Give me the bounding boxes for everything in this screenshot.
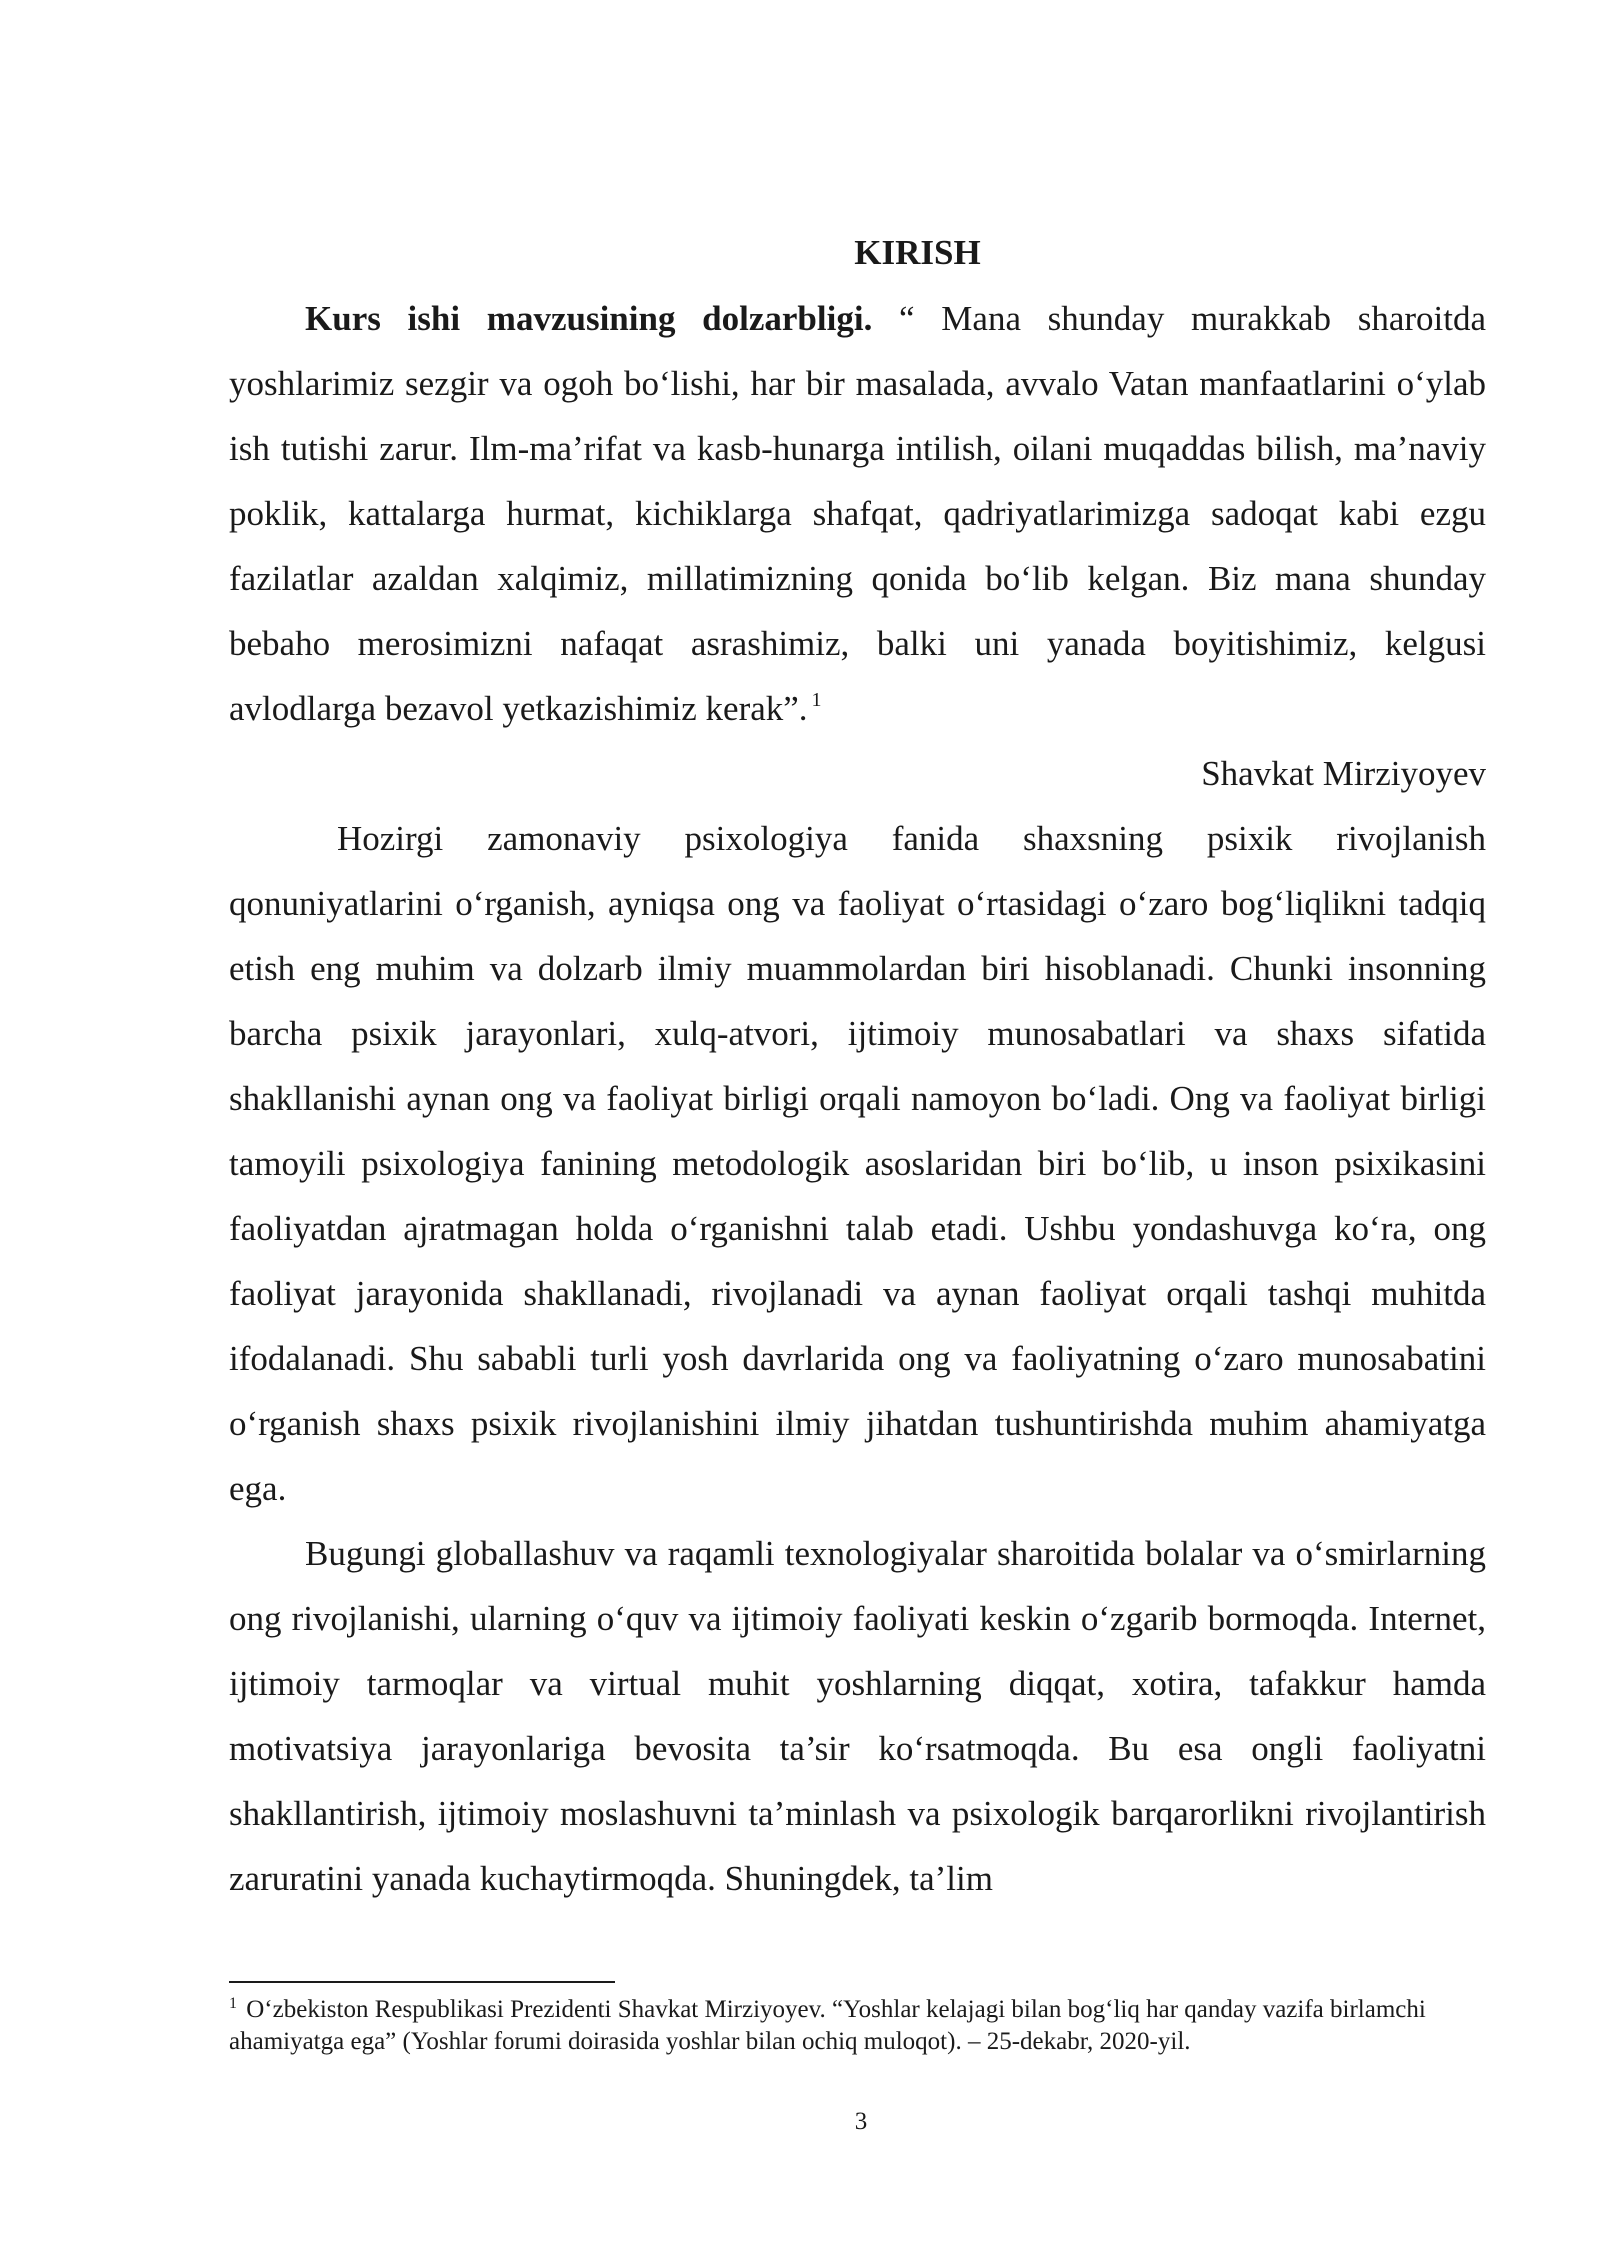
intro-paragraph <box>229 286 1486 741</box>
footnote-reference[interactable]: 1 <box>811 689 822 711</box>
section-heading: KIRISH <box>854 233 981 272</box>
page-body <box>229 222 1486 1911</box>
footnote <box>229 1994 1486 2058</box>
quote-author: Shavkat Mirziyoyev <box>1201 754 1486 793</box>
page-number: 3 <box>854 2108 868 2135</box>
footnote-separator <box>229 1981 615 1983</box>
footnote-text: O‘zbekiston Respublikasi Prezidenti Shavkat Mirziyoyev. “Yoshlar kelajagi bilan bog‘liq har qanday vazifa birlamchi ahamiyatga ega” (Yoshlar forumi doirasida yoshlar bilan ochiq muloqot). – 25-dekabr, 2020-yil. <box>229 1996 1426 2055</box>
body-paragraph: Hozirgi zamonaviy psixologiya fanida shaxsning psixik rivojlanish qonuniyatlarini o‘rganish, ayniqsa ong va faoliyat o‘rtasidagi o‘zaro bog‘liqlikni tadqiq etish eng muhim va dolzarb ilmiy muammolardan biri hisoblanadi. Chunki insonning barcha psixik jarayonlari, xulq-atvori, ijtimoiy munosabatlari va shaxs sifatida shakllanishi aynan ong va faoliyat birligi orqali namoyon bo‘ladi. Ong va faoliyat birligi tamoyili psixologiya fanining metodologik asoslaridan biri bo‘lib, u inson psixikasini faoliyatdan ajratmagan holda o‘rganishni talab etadi. Ushbu yondashuvga ko‘ra, ong faoliyat jarayonida shakllanadi, rivojlanadi va aynan faoliyat orqali tashqi muhitda ifodalanadi. Shu sababli turli yosh davrlarida ong va faoliyatning o‘zaro munosabatini o‘rganish shaxs psixik rivojlanishini ilmiy jihatdan tushuntirishda muhim ahamiyatga ega. <box>229 819 1486 1508</box>
topic-relevance-lead: Kurs ishi mavzusining dolzarbligi. <box>305 299 873 338</box>
presidential-quote: “ Mana shunday murakkab sharoitda yoshlarimiz sezgir va ogoh bo‘lishi, har bir masalada, avvalo Vatan manfaatlarini o‘ylab ish tutishi zarur. Ilm-ma’rifat va kasb-hunarga intilish, oilani muqaddas bilish, ma’naviy poklik, kattalarga hurmat, kichiklarga shafqat, qadriyatlarimizga sadoqat kabi ezgu fazilatlar azaldan xalqimiz, millatimizning qonida bo‘lib kelgan. Biz mana shunday bebaho merosimizni nafaqat asrashimiz, balki uni yanada boyitishimiz, kelgusi avlodlarga bezavol yetkazishimiz kerak”. <box>229 299 1487 728</box>
body-paragraph: Bugungi globallashuv va raqamli texnologiyalar sharoitida bolalar va o‘smirlarning ong rivojlanishi, ularning o‘quv va ijtimoiy faoliyati keskin o‘zgarib bormoqda. Internet, ijtimoiy tarmoqlar va virtual muhit yoshlarning diqqat, xotira, tafakkur hamda motivatsiya jarayonlariga bevosita ta’sir ko‘rsatmoqda. Bu esa ongli faoliyatni shakllantirish, ijtimoiy moslashuvni ta’minlash va psixologik barqarorlikni rivojlantirish zaruratini yanada kuchaytirmoqda. Shuningdek, ta’lim <box>229 1534 1486 1898</box>
footnote-number: 1 <box>229 1995 237 2012</box>
